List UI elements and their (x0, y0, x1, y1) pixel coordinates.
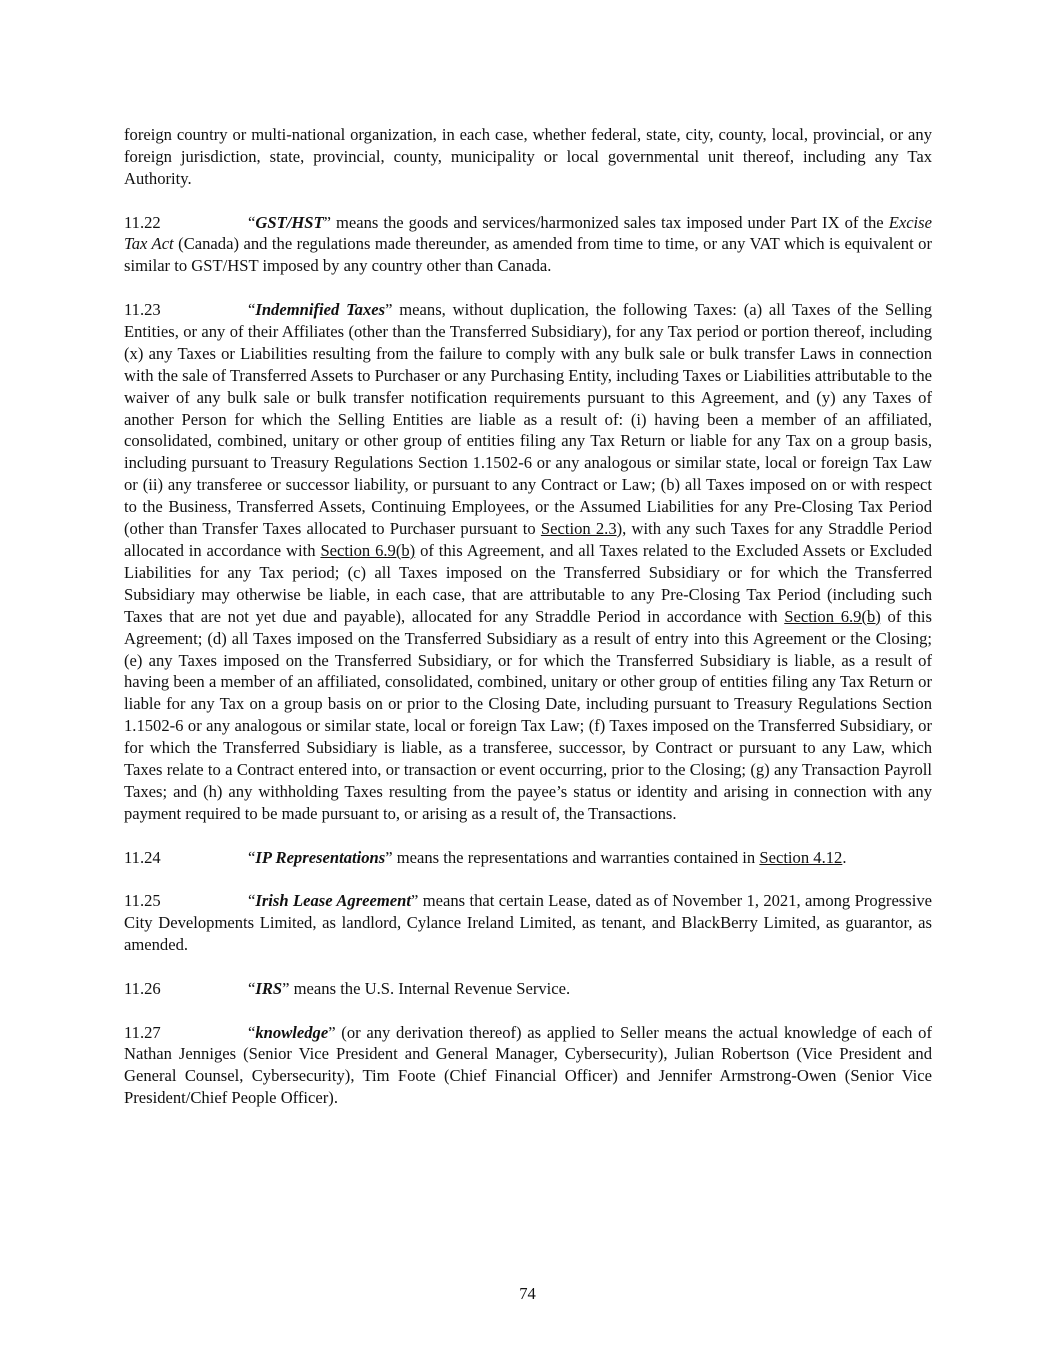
open-quote: “ (248, 300, 256, 320)
act-title: Excise Tax Act (124, 212, 932, 254)
open-quote: “ (248, 1022, 256, 1042)
definition-text: ” means the U.S. Internal Revenue Service. (282, 978, 571, 998)
section-number: 11.25 (124, 891, 161, 911)
definition-text: of this Agreement; (d) all Taxes imposed on the Transferred Subsidiary as a result of entry into this Agreement or the Closing; (e) any Taxes imposed on the Transferred Subsidiary, or for which the Transferred Subsidiary is liable, as a result of having been a member of an affiliated, consolidated, combined, unitary or other group of entities filing any Tax Return or liable for any Tax on a group basis on or prior to the Closing Date, including pursuant to Treasury Regulations Section 1.1502-6 or any analogous or similar state, local or foreign Tax Law; (f) Taxes imposed on the Transferred Subsidiary, or for which the Transferred Subsidiary is liable, as a transferee, successor, by Contract or pursuant to any Law, which Taxes relate to a Contract entered into, or transaction or event occurring, prior to the Closing; (g) any Transaction Payroll Taxes; and (h) any withholding Taxes resulting from the payee’s status or identity and arising in connection with any payment required to be made pursuant to, or arising as a result of, the Transactions. (124, 606, 932, 823)
definition-text: ), with any such Taxes for any Straddle Period allocated in accordance with (124, 519, 932, 560)
cross-reference-link[interactable]: Section 2.3 (540, 519, 617, 539)
section-11-22 (124, 212, 932, 278)
definition-text: . (842, 847, 847, 867)
section-number: 11.24 (124, 847, 161, 867)
section-11-23 (124, 299, 932, 825)
definition-text: of this Agreement, and all Taxes related to the Excluded Assets or Excluded Liabilities for any Tax period; (c) all Taxes imposed on the Transferred Subsidiary or for which the Transferred Subsidiary may otherwise be liable, in each case, that are attributable to any Pre-Closing Tax Period (including such Taxes that are not yet due and payable), allocated for any Straddle Period in accordance with (124, 541, 932, 626)
document-page (124, 124, 932, 1131)
open-quote: “ (248, 978, 256, 998)
open-quote: “ (248, 847, 256, 867)
section-number: 11.23 (124, 300, 161, 320)
cross-reference-link[interactable]: Section 6.9(b) (784, 606, 881, 626)
defined-term: Indemnified Taxes (255, 300, 386, 320)
defined-term: IRS (255, 978, 283, 998)
open-quote: “ (248, 891, 256, 911)
definition-text: ” means, without duplication, the following Taxes: (a) all Taxes of the Selling Entities, or any of their Affiliates (other than the Transferred Subsidiary), for any Tax period or portion thereof, including (x) any Taxes or Liabilities resulting from the failure to comply with any bulk sale or bulk transfer Laws in connection with the sale of Transferred Assets to Purchaser or any Purchasing Entity, including Taxes or Liabilities attributable to the waiver of any bulk sale or bulk transfer notification requirements pursuant to this Agreement, and (y) any Taxes of another Person for which the Selling Entities are liable as a result of: (i) having been a member of an affiliated, consolidated, combined, unitary or other group of entities filing any Tax Return or liable for any Tax on a group basis, including pursuant to Treasury Regulations Section 1.1502-6 or any analogous or similar state, local or foreign Tax Law or (ii) any transferee or successor liability, or pursuant to any Contract or Law; (b) all Taxes imposed on or with respect to the Business, Transferred Assets, Continuing Employees, or the Assumed Liabilities for any Pre-Closing Tax Period (other than Transfer Taxes allocated to Purchaser pursuant to (124, 300, 933, 539)
section-11-26 (124, 978, 932, 1000)
defined-term: knowledge (255, 1022, 329, 1042)
section-number: 11.27 (124, 1022, 161, 1042)
section-number: 11.26 (124, 978, 161, 998)
cross-reference-link[interactable]: Section 4.12 (759, 847, 843, 867)
definition-text: (Canada) and the regulations made thereunder, as amended from time to time, or any VAT which is equivalent or similar to GST/HST imposed by any country other than Canada. (124, 234, 932, 276)
definition-text: ” (or any derivation thereof) as applied to Seller means the actual knowledge of each of Nathan Jenniges (Senior Vice President and General Manager, Cybersecurity), Julian Robertson (Vice President and General Counsel, Cybersecurity), Tim Foote (Chief Financial Officer) and Jennifer Armstrong-Owen (Senior Vice President/Chief People Officer). (124, 1022, 932, 1108)
page-number: 74 (519, 1284, 536, 1303)
section-11-24 (124, 847, 932, 869)
cross-reference-link[interactable]: Section 6.9(b) (320, 541, 416, 560)
section-11-25 (124, 890, 932, 956)
definition-text: ” means the representations and warranties contained in (385, 847, 760, 867)
definition-text: ” means that certain Lease, dated as of November 1, 2021, among Progressive City Developments Limited, as landlord, Cylance Ireland Limited, as tenant, and BlackBerry Limited, as guarantor, as amended. (124, 891, 932, 955)
defined-term: IP Representations (255, 847, 386, 867)
open-quote: “ (248, 212, 256, 232)
section-number: 11.22 (124, 212, 161, 232)
definition-text: ” means the goods and services/harmonized sales tax imposed under Part IX of the (323, 212, 889, 232)
defined-term: Irish Lease Agreement (255, 891, 411, 911)
intro-paragraph (124, 124, 932, 190)
intro-text: foreign country or multi-national organization, in each case, whether federal, state, city, county, local, provincial, or any foreign jurisdiction, state, provincial, county, municipality or local governmental unit thereof, including any Tax Authority. (124, 125, 932, 188)
section-11-27 (124, 1022, 932, 1110)
defined-term: GST/HST (255, 212, 324, 232)
